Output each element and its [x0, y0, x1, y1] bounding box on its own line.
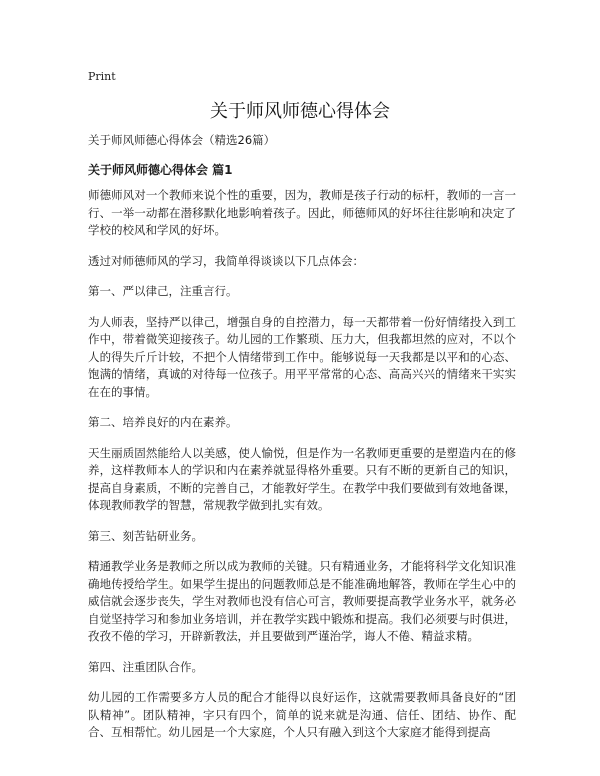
point-heading: 第四、注重团队合作。 [88, 659, 203, 674]
paragraph: 精通教学业务是教师之所以成为教师的关键。只有精通业务，才能将科学文化知识准确地传授给学生。如果学生提出的问题教师总是不能准确地解答，教师在学生心中的威信就会逐步丧失，学生对教师也没有信心可言，教师要提高教学业务水平，就务必自觉坚持学习和参加业务培训，并在教学实践中锻炼和提高。我们必须要与时俱进，孜孜不倦的学习，开辟新教法，并且要做到严谨治学，诲人不倦、精益求精。 [88, 559, 516, 643]
document-body [88, 132, 516, 755]
print-link[interactable]: Print [88, 70, 116, 83]
paragraph: 透过对师德师风的学习，我简单得谈谈以下几点体会： [88, 253, 364, 268]
paragraph: 为人师表，坚持严以律己，增强自身的自控潜力，每一天都带着一份好情绪投入到工作中，带着微笑迎接孩子。幼儿园的工作繁琐、压力大，但我都坦然的应对，不以个人的得失斤斤计较，不把个人情绪带到工作中。能够说每一天我都是以平和的心态、饱满的情绪，真诚的对待每一位孩子。用平平常常的心态、高高兴兴的情绪来干实实在在的事情。 [88, 314, 516, 399]
section-heading: 关于师风师德心得体会 篇1 [88, 163, 233, 177]
document-subtitle: 关于师风师德心得体会（精选26篇） [88, 133, 276, 147]
paragraph: 师德师风对一个教师来说个性的重要，因为，教师是孩子行动的标杆，教师的一言一行、一举一动都在潜移默化地影响着孩子。因此，师德师风的好坏往往影响和决定了学校的校风和学风的好坏。 [88, 188, 516, 237]
point-heading: 第二、培养良好的内在素养。 [88, 415, 238, 429]
paragraph: 天生丽质固然能给人以美感，使人愉悦，但是作为一名教师更重要的是塑造内在的修养，这样教师本人的学识和内在素养就显得格外重要。只有不断的更新自己的知识，提高自身素质，不断的完善自己，才能教好学生。在教学中我们要做到有效地备课，体现教师教学的智慧，常规教学做到扎实有效。 [88, 445, 516, 512]
point-heading: 第三、刻苦钻研业务。 [88, 528, 203, 543]
point-heading: 第一、严以律己，注重言行。 [88, 284, 238, 298]
page-title: 关于师风师德心得体会 [210, 101, 390, 122]
paragraph: 幼儿园的工作需要多方人员的配合才能得以良好运作，这就需要教师具备良好的“团队精神”。团队精神，字只有四个，简单的说来就是沟通、信任、团结、协作、配合、互相帮忙。幼儿园是一个大家庭，个人只有融入到这个大家庭才能得到提高 [88, 690, 516, 739]
